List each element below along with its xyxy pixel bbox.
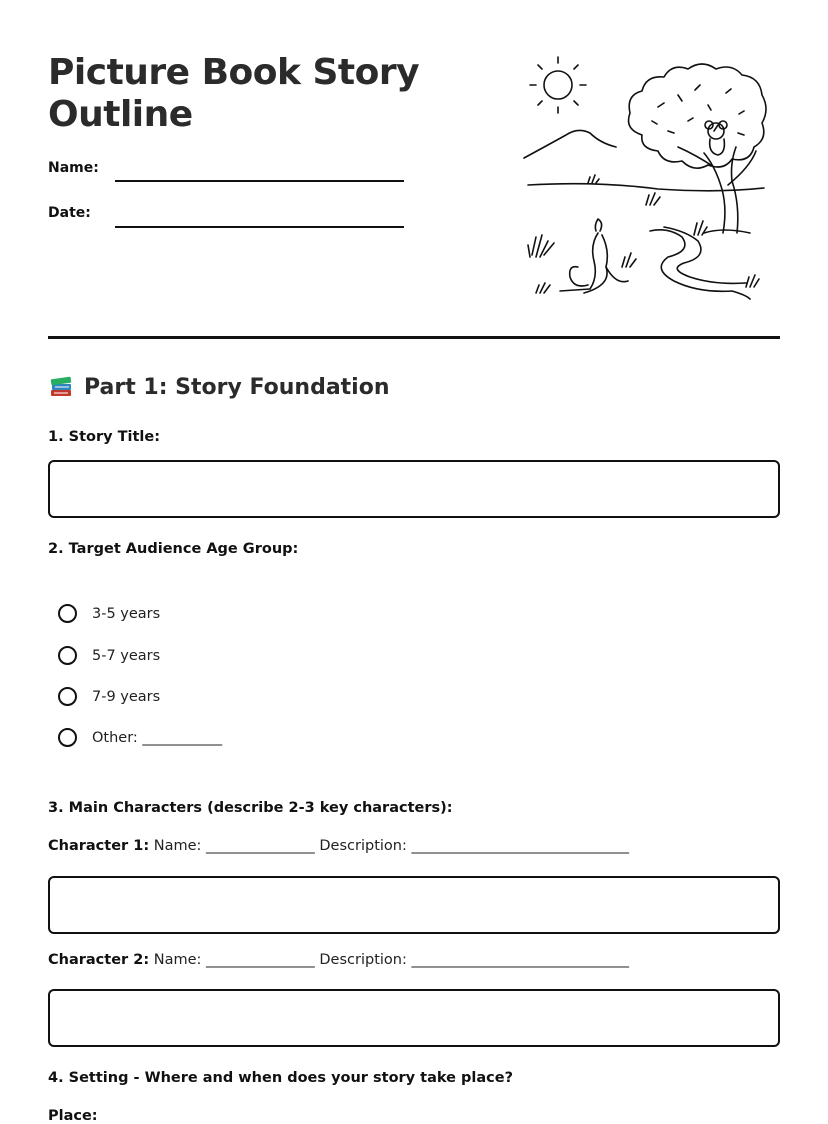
date-field[interactable] — [115, 226, 404, 228]
character-2-input[interactable] — [48, 989, 780, 1047]
name-field[interactable] — [115, 180, 404, 182]
character-1-fields: Name: _______________ Description: ______________________________ — [149, 838, 629, 854]
tree-icon — [629, 64, 767, 233]
age-option-5-7[interactable] — [58, 646, 160, 665]
age-option-label: Other: ___________ — [92, 729, 223, 746]
story-title-input[interactable] — [48, 460, 780, 518]
section-divider — [48, 336, 780, 339]
age-group-label: 2. Target Audience Age Group: — [48, 541, 299, 557]
story-title-label: 1. Story Title: — [48, 429, 161, 445]
character-2-label: Character 2: — [48, 952, 150, 968]
character-2-line — [48, 952, 629, 968]
place-label: Place: — [48, 1108, 98, 1124]
books-icon — [48, 374, 74, 400]
part1-heading-text: Part 1: Story Foundation — [84, 374, 390, 400]
age-option-other[interactable] — [58, 728, 222, 747]
age-option-label: 5-7 years — [92, 647, 161, 664]
age-option-label: 3-5 years — [92, 605, 161, 622]
date-label: Date: — [48, 205, 91, 221]
character-2-fields: Name: _______________ Description: ______________________________ — [149, 952, 629, 968]
age-option-label: 7-9 years — [92, 688, 161, 705]
kangaroo-icon — [560, 219, 628, 293]
character-1-line — [48, 838, 629, 854]
page-title: Picture Book Story Outline — [48, 52, 420, 135]
age-option-7-9[interactable] — [58, 687, 160, 706]
koala-icon — [705, 121, 727, 155]
sun-icon — [530, 57, 586, 113]
river-icon — [650, 227, 750, 299]
character-1-label: Character 1: — [48, 838, 150, 854]
part1-heading — [48, 374, 390, 400]
radio-circle-icon[interactable] — [58, 646, 77, 665]
name-label: Name: — [48, 160, 99, 176]
age-option-3-5[interactable] — [58, 604, 160, 623]
setting-label: 4. Setting - Where and when does your story take place? — [48, 1070, 514, 1086]
radio-circle-icon[interactable] — [58, 728, 77, 747]
character-1-input[interactable] — [48, 876, 780, 934]
main-characters-label: 3. Main Characters (describe 2-3 key characters): — [48, 800, 453, 816]
radio-circle-icon[interactable] — [58, 687, 77, 706]
radio-circle-icon[interactable] — [58, 604, 77, 623]
australian-landscape-illustration — [518, 55, 780, 305]
